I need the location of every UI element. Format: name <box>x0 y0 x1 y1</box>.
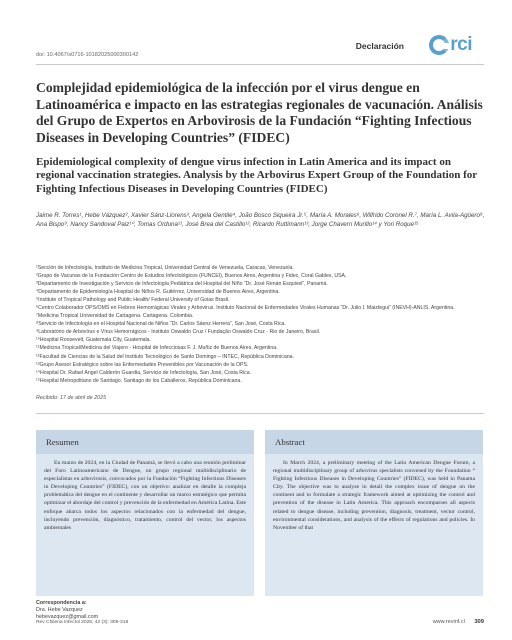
authors: Jaime R. Torres¹, Hebe Vázquez², Xavier Sánz-Llorens³, Angela Gentile⁴, João Bosco Siqueira Jr.⁵, María A. Morales⁶, Wilfrido Coronel R.⁷, María L. Avila-Agüero⁸, Ana Bispo⁹, Nancy Sandoval Paiz¹⁰, Tomas Orduna¹¹, José Brea del Castillo¹², Ricardo Ruttimann¹³, Jorge Chaverri Murillo¹⁴ y Yori Roque¹⁵ <box>36 212 485 228</box>
affiliation-item: ⁸Servicio de Infectología en el Hospital Nacional de Niños “Dr. Carlos Sáenz Herrera”, San José, Costa Rica. <box>36 321 286 328</box>
journal-url[interactable]: www.revinf.cl <box>432 619 465 625</box>
abstract-box <box>265 430 483 596</box>
correspondence <box>36 600 98 622</box>
received-date: Recibido: 17 de abril de 2025 <box>36 395 107 401</box>
page-number: 309 <box>474 619 484 625</box>
affiliation-item: ³Departamento de Investigación y Servicio de Infectología Pediátrica del Hospital del Niño “Dr. José Renán Esquivel”, Panamá. <box>36 281 328 288</box>
affiliation-item: ⁵Institute of Tropical Pathology and Public Health/ Federal University of Goias Brasil. <box>36 297 230 304</box>
c-ring-icon <box>429 35 449 55</box>
top-divider <box>36 64 484 65</box>
mid-divider <box>36 413 484 414</box>
affiliation-item: ⁶Centro Colaborador OPS/OMS en Fiebres Hemorrágicas Virales y Arbovirus. Instituto Nacional de Enfermedades Virales Humanas “Dr. Julio I. Maiztegui” (INEVH)-ANLIS. Argentina. <box>36 305 455 312</box>
affiliations-list <box>36 264 492 385</box>
abstract-heading: Abstract <box>265 430 483 454</box>
affiliation-item: ¹⁰Hospital Roosevelt, Guatemala City, Guatemala. <box>36 337 152 344</box>
affiliation-item: ¹⁴Hospital Dr. Rafael Angel Calderón Guardia, Servicio de Infectología, San José, Costa Rica. <box>36 369 252 376</box>
affiliation-item: ¹²Facultad de Ciencias de la Salud del Instituto Tecnológico de Santo Domingo – INTEC, República Dominicana. <box>36 353 294 360</box>
journal-citation: Rev Chilena Infectol 2025; 42 (3): 309-318 <box>36 620 129 625</box>
affiliation-item: ¹Sección de Infectología, Instituto de Medicina Tropical, Universidad Central de Venezuela, Caracas, Venezuela. <box>36 265 294 271</box>
affiliation-item: ⁷Medicina Tropical Universidad de Cartagena. Cartagena. Colombia. <box>36 313 194 320</box>
resumen-box <box>36 430 254 596</box>
affiliation-item: ¹⁵Hospital Metropolitano de Santiago. Santiago de los Caballeros, República Dominicana. <box>36 377 242 384</box>
footer-right <box>433 619 484 625</box>
doi: doi: 10.4067/s0716-10182025000300142 <box>36 52 139 58</box>
title-spanish: Complejidad epidemiológica de la infección por el virus dengue en Latinoamérica e impacto en las estrategias regionales de vacunación. Análisis del Grupo de Expertos en Arbovirosis de la Fundación “Fighting Infectious Diseases in Developing Countries” (FIDEC) <box>36 80 483 145</box>
affiliation-item: ²Grupo de Vacunas de la Fundación Centro de Estudios Infectológicos (FUNCEI), Buenos Aires, Argentina y Fidec, Coral Gables, USA. <box>36 273 347 280</box>
correspondence-label: Correspondencia a: <box>36 600 87 606</box>
affiliation-item: ⁹Laboratório de Arbovírus e Vírus Hemorrágicos - Instituto Oswaldo Cruz / Fundação Oswaldo Cruz - Rio de Janeiro, Brasil. <box>36 329 321 336</box>
correspondence-name: Dra. Hebe Vazquez <box>36 607 83 614</box>
affiliation-item: ¹³Grupo Asesor Estratégico sobre las Enfermedades Prevenibles por Vacunación de la OPS. <box>36 361 249 368</box>
abstract-text: In March 2024, a preliminary meeting of the Latin American Dengue Forum, a regional multidisciplinary group of arbovirus specialists convened by the Foundation “ Fighting Infectious Diseases in Developing Countries” (FIDEC), was held in Panama City. The objective was to analyze in detail the complex issue of dengue on the continent and to formulate a strategic framework aimed at optimizing the control and prevention of the disease in Latin America. This approach encompasses all aspects related to dengue disease, including prevention, diagnosis, treatment, vector control, environmental considerations, and analysis of the effects of regulations and policies. In November of that <box>273 460 475 531</box>
journal-logo <box>429 34 472 56</box>
logo-text: rci <box>450 34 472 55</box>
resumen-text: En marzo de 2024, en la Ciudad de Panamá, se llevó a cabo una reunión preliminar del Foro Latinoamericano de Dengue, un grupo regional multidisciplinario de especialistas en arbovirosis, convocados por la Fundación “Fighting Infectious Diseases in Developing Countries” (FIDEC), con un objetivo: analizar en detalle la compleja problemática del dengue en el continente y desarrollar un marco estratégico que permita optimizar el abordaje del control y prevención de la enfermedad en América Latina. Este enfoque abarca todos los aspectos relacionados con la enfermedad del dengue, incluyendo prevención, diagnóstico, tratamiento, control del vector, los aspectos ambientales <box>44 460 246 531</box>
title-english: Epidemiological complexity of dengue virus infection in Latin America and its impact on regional vaccination strategies. Analysis by the Arbovirus Expert Group of the Foundation for Fighting Infectious Diseases in Developing Countries (FIDEC) <box>36 156 477 195</box>
resumen-heading: Resumen <box>36 430 254 454</box>
affiliation-item: ⁴Departamento de Epidemiología Hospital de Niños R. Gutiérrez, Universidad de Buenos Aires, Argentina. <box>36 289 280 296</box>
section-label: Declaración <box>355 41 404 51</box>
correspondence-email[interactable]: hebevazquez@gmail.com <box>36 614 99 621</box>
affiliation-item: ¹¹Medicina Tropical/Medicina del Viajero - Hospital de Infecciosas F. J. Muñiz de Buenos Aires, Argentina. <box>36 345 278 352</box>
